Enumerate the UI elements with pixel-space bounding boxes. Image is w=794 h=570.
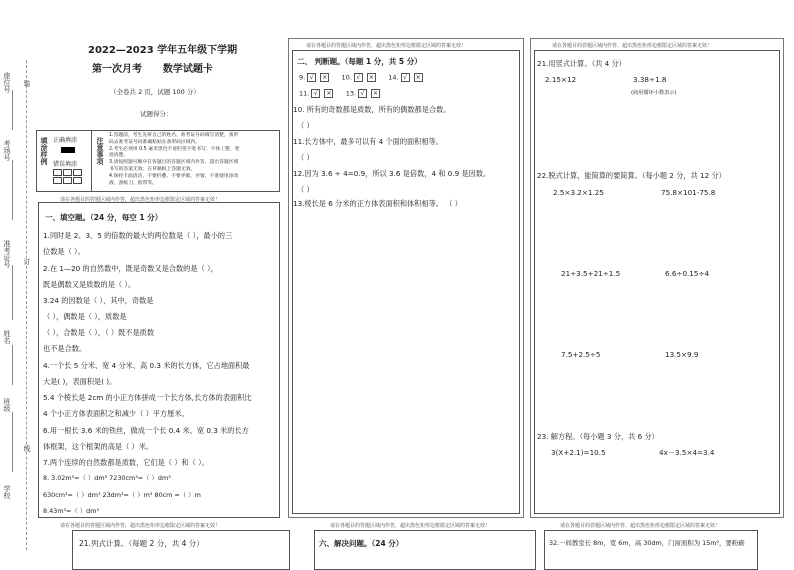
exam-room-label: 考场号 [3, 140, 11, 161]
notes-side: 注意事项 [96, 137, 104, 165]
q21a: 2.15×12 [545, 75, 577, 84]
q22a: 2.5×3.2×1.25 [553, 188, 604, 197]
warning-text: 请在各题目的答题区域内作答，超出黑色矩形边框限定区域的答案无效！ [330, 523, 491, 529]
bottom-box-right [544, 530, 758, 570]
calc-box [534, 50, 780, 514]
exam-subtitle: 第一次月考 数学试题卡 [92, 64, 213, 75]
blank-line [12, 160, 13, 220]
seat-number-label: 座位号 [3, 72, 11, 93]
warning-text: 请在各题目的答题区域内作答，超出黑色矩形边框限定区域的答案无效！ [552, 43, 713, 49]
section2-box: 二、 判断题。（每题 1 分，共 5 分） 9. √ × 10. √ × 14. √ × 11. √ × 13. √ × 10. 所有的奇数都是质数，所有的偶数都是合数。 （ ） 11.长方体中，最多可以有 4 个面的面积相等。 （ ） 12.因为 3.6 ÷ 4=0.9，所以 3.6 是倍数，4 和 0.9 是因数。 （ ） 13.棱长是 6 分米的正方体表面积和体积相等。 （ ） [292, 50, 520, 514]
binding-line [26, 60, 27, 550]
bottom-box-middle [314, 530, 536, 570]
correct-fill-mark [61, 147, 75, 153]
ticket-number-label: 准考证号 [3, 240, 11, 268]
blank-line [12, 90, 13, 130]
correct-fill-label: 正确填涂 [53, 137, 78, 144]
section2-title: 二、 判断题。（每题 1 分，共 5 分） [297, 57, 422, 66]
calc-question: 21.列式计算。（每题 2 分，共 4 分） [79, 539, 204, 548]
q22f: 13.5×9.9 [665, 350, 699, 359]
warning-text: 请在各题目的答题区域内作答，超出黑色矩形边框限定区域的答案无效！ [306, 43, 467, 49]
wrong-fill-label: 错误填涂 [53, 161, 78, 168]
name-label: 姓名 [3, 330, 11, 344]
exam-info: （全卷共 2 页，试题 100 分） [110, 88, 200, 96]
q21-title: 21.用竖式计算。（共 4 分） [537, 59, 626, 68]
section1-title: 一、填空题。（24 分，每空 1 分） [45, 213, 163, 222]
judge-q10: 10. 所有的奇数都是质数，所有的偶数都是合数。 [293, 105, 451, 114]
blank-line [12, 412, 13, 472]
notes-text: 1.答题前，考生先将自己的姓名、准考证号码填写清楚，条形 码去准考证号码准确粘贴在条形码区域内。 2.考生必须用 0.5 毫米黑色字迹的签字笔书写，字体工整，笔 迹清楚。 3.请按照题号顺序在各题目的答题区域内作答，超出答题区域 书写的答案无效；在草稿纸上答题无效。 4.保持卡面清洁，不要折叠、不要弄破、弄皱，不准使用涂改 液、刮纸刀、胶带等。 [109, 133, 240, 186]
bottom-box-left [72, 530, 290, 570]
judge-answer-row: 9. √ × 10. √ × 14. √ × [299, 73, 421, 82]
q22b: 75.8×101-75.8 [661, 188, 716, 197]
warning-text: 请在各题目的答题区域内作答，超出黑色矩形边框限定区域的答案无效！ [60, 523, 221, 529]
q22c: 21÷3.5+21÷1.5 [561, 269, 621, 278]
judge-q12: 12.因为 3.6 ÷ 4=0.9，所以 3.6 是倍数，4 和 0.9 是因数。 [293, 169, 491, 178]
exam-title: 2022—2023 学年五年级下学期 [88, 45, 238, 56]
wrong-fill-marks [53, 169, 85, 185]
q23b: 4x－3.5×4=3.4 [659, 448, 715, 457]
q22d: 6.6÷0.15÷4 [665, 269, 710, 278]
warning-text: 请在各题目的答题区域内作答，超出黑色矩形边框限定区域的答案无效！ [560, 523, 721, 529]
solve-problems-title: 六、解决问题。（24 分） [319, 539, 404, 548]
q23a: 3(X+2.1)=10.5 [551, 448, 606, 457]
blank-line [12, 265, 13, 320]
q22e: 7.5+2.5÷5 [561, 350, 601, 359]
score-label: 试题得分： [140, 110, 173, 118]
q21-note: (商用循环小数表示) [631, 90, 677, 96]
q22-title: 22.脱式计算，能简算的要简算。（每小题 2 分，共 12 分） [537, 171, 726, 180]
fill-example-side: 填涂样例 [40, 137, 48, 165]
warning-text: 请在各题目的答题区域内作答，超出黑色矩形边框限定区域的答案无效！ [60, 197, 221, 203]
q23-title: 23. 解方程。（每小题 3 分，共 6 分） [537, 432, 659, 441]
binding-ding: 订 [23, 258, 31, 265]
binding-zhuang: 装 [23, 80, 31, 87]
judge-q13: 13.棱长是 6 分米的正方体表面积和体积相等。 （ ） [293, 199, 462, 208]
class-label: 班级 [3, 398, 11, 412]
binding-xian: 线 [23, 445, 31, 452]
q32: 32.一间教室长 8m，宽 6m，高 30dm，门窗面积为 15m²，要粉刷 [549, 539, 745, 547]
blank-line [12, 345, 13, 385]
fill-example-box [36, 130, 280, 192]
school-label: 学校 [3, 485, 11, 499]
judge-q11: 11.长方体中，最多可以有 4 个面的面积相等。 [293, 137, 443, 146]
section1-box: 一、填空题。（24 分，每空 1 分） 1.同时是 2、3、5 的倍数的最大的两位数是（ ），最小的三 位数是（ ）。 2.在 1—20 的自然数中，既是奇数又是合数的是（ ）， 既是偶数又是质数的是（ ）。 3.24 的因数是（ ），其中，奇数是 （ ），偶数是（ ），质数是 （ ），合数是（ ），（ ）既不是质数 也不是合数。 4.一个长 5 分米、宽 4 分米、高 0.3 米的长方体，它占地面积最 大是( )，表面积是( )。 5.4 个棱长是 2cm 的小正方体拼成一个长方体,长方体的表面积比 4 个小正方体表面积之和减少（ ）平方厘米。 6.用一根长 3.6 米的铁丝，做成一个长 0.4 米、宽 0.3 米的长方 体框架，这个框架的高是（ ）米。 7.两个连续的自然数都是质数，它们是（ ）和（ ）。 8. 3.02m³=（ ）dm³ 7230cm³=（ ）dm³ 630cm³=（ ）dm³ 23dm³=（ ）m³ 80cm =（ ）m 8.43m³=（ ）dm³ [38, 202, 280, 518]
judge-answer-row: 11. √ × 13. √ × [299, 89, 379, 98]
q21b: 3.38÷1.8 [633, 75, 667, 84]
